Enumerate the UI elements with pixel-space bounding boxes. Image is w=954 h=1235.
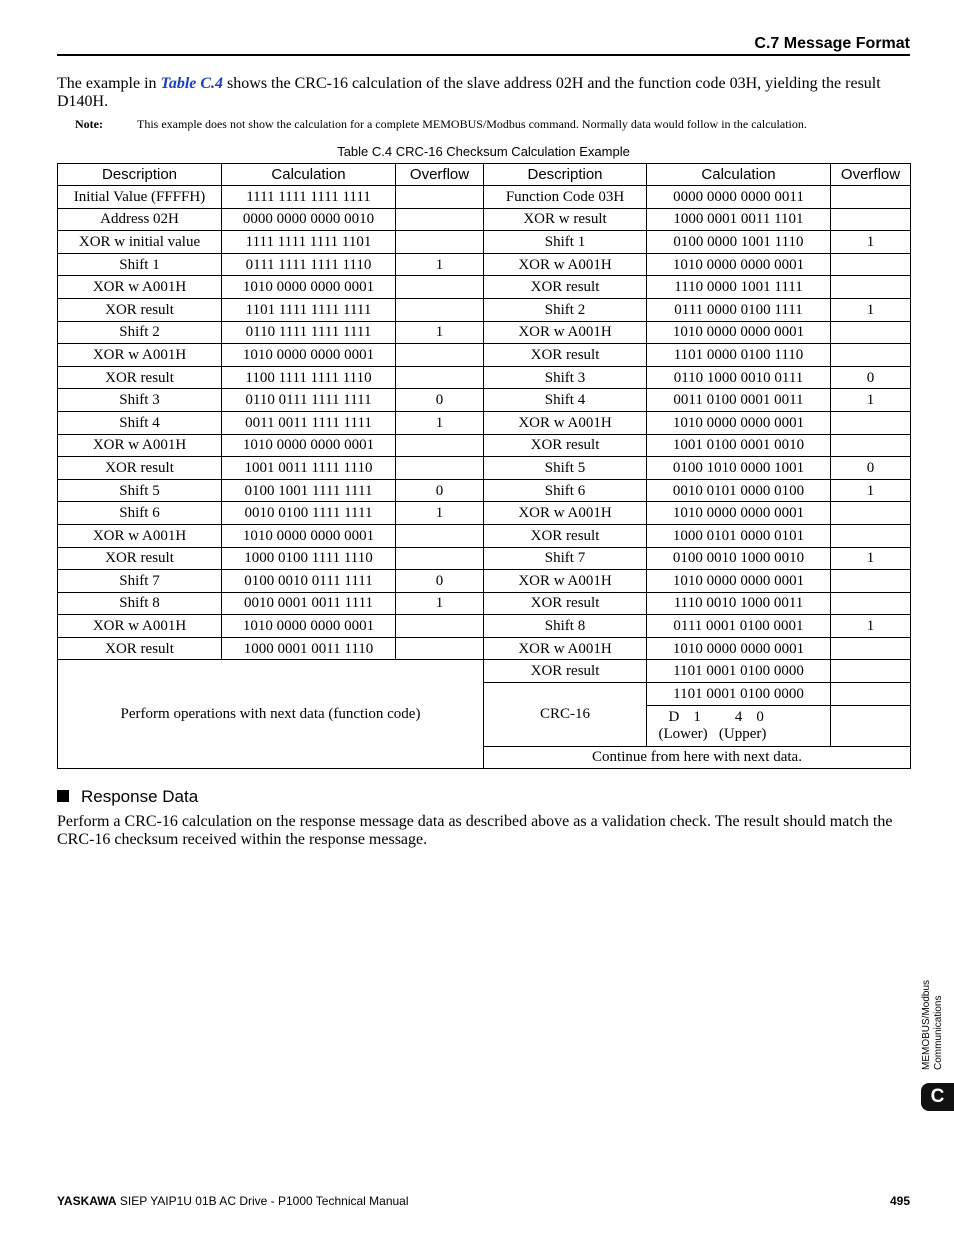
table-cell: Function Code 03H (484, 186, 647, 209)
table-cell (396, 434, 484, 457)
table-cell (396, 344, 484, 367)
table-cell: 1010 0000 0000 0001 (647, 637, 831, 660)
col-header: Description (58, 164, 222, 186)
table-cell: Shift 3 (484, 366, 647, 389)
table-row (58, 592, 911, 615)
table-cell: XOR w result (484, 208, 647, 231)
table-cell: XOR w A001H (58, 276, 222, 299)
table-cell: 1001 0011 1111 1110 (222, 457, 396, 480)
table-cell: 1010 0000 0000 0001 (222, 524, 396, 547)
table-row (58, 253, 911, 276)
table-cell: 1101 1111 1111 1111 (222, 298, 396, 321)
table-cell: XOR w A001H (58, 524, 222, 547)
table-cell: Address 02H (58, 208, 222, 231)
table-cell: 1 (396, 502, 484, 525)
crc16-label: CRC-16 (484, 683, 647, 747)
table-cell (396, 298, 484, 321)
table-cell (831, 321, 911, 344)
table-cell: 0000 0000 0000 0010 (222, 208, 396, 231)
table-row (58, 524, 911, 547)
table-cell: 1 (396, 321, 484, 344)
col-header: Description (484, 164, 647, 186)
table-cell: XOR w A001H (484, 253, 647, 276)
table-row (58, 411, 911, 434)
table-cell (831, 524, 911, 547)
table-cell: XOR w A001H (484, 411, 647, 434)
table-row (58, 344, 911, 367)
crc-lower-label: (Lower) (658, 725, 708, 742)
table-cell (831, 344, 911, 367)
table-row (58, 186, 911, 209)
table-cell: XOR result (484, 524, 647, 547)
table-row (58, 637, 911, 660)
crc-digit: 0 (756, 708, 764, 725)
crc-digit: 1 (693, 708, 701, 725)
table-cell (831, 186, 911, 209)
crc-digit: 4 (734, 708, 743, 725)
table-final-rows (58, 660, 911, 769)
table-cell: 1 (831, 547, 911, 570)
table-cell: 0111 0000 0100 1111 (647, 298, 831, 321)
table-cell: 1010 0000 0000 0001 (222, 276, 396, 299)
table-cell: 0000 0000 0000 0011 (647, 186, 831, 209)
table-cell: XOR result (484, 592, 647, 615)
table-cell: 1000 0101 0000 0101 (647, 524, 831, 547)
table-cell: XOR result (58, 457, 222, 480)
table-cell (831, 208, 911, 231)
table-cell (831, 637, 911, 660)
table-cell: Shift 1 (58, 253, 222, 276)
footer-text: SIEP YAIP1U 01B AC Drive - P1000 Technical Manual (116, 1194, 409, 1208)
table-cell: XOR result (484, 276, 647, 299)
table-cell: Shift 5 (484, 457, 647, 480)
table-cell: 1 (396, 411, 484, 434)
table-header-row (58, 164, 911, 186)
table-row (58, 547, 911, 570)
table-cell (831, 660, 911, 683)
table-cell: 1 (396, 253, 484, 276)
table-cell: XOR w initial value (58, 231, 222, 254)
table-cell: XOR w A001H (484, 570, 647, 593)
table-cell (831, 502, 911, 525)
section-heading (57, 787, 198, 807)
table-cell: 0100 1010 0000 1001 (647, 457, 831, 480)
table-cell: 0 (396, 389, 484, 412)
table-cell (396, 208, 484, 231)
intro-paragraph (57, 75, 910, 111)
table-row (58, 660, 911, 683)
table-cell: 1 (396, 592, 484, 615)
table-cell: XOR w A001H (58, 615, 222, 638)
crc-table (57, 163, 911, 769)
table-cell: 0100 0010 1000 0010 (647, 547, 831, 570)
table-cell (831, 683, 911, 706)
section-title: Response Data (81, 787, 199, 806)
table-cell (831, 434, 911, 457)
table-cell: 1 (831, 389, 911, 412)
table-cell: Shift 6 (58, 502, 222, 525)
crc16-result (647, 705, 831, 746)
table-cell (396, 457, 484, 480)
table-cell (396, 366, 484, 389)
table-cell (831, 570, 911, 593)
table-cell: XOR result (484, 434, 647, 457)
table-cell: XOR result (58, 637, 222, 660)
table-cell: Shift 8 (58, 592, 222, 615)
table-cell: 1 (831, 298, 911, 321)
table-row (58, 479, 911, 502)
table-cell: Shift 7 (484, 547, 647, 570)
header-title: C.7 Message Format (754, 35, 910, 52)
side-label-line2: Communications (933, 995, 944, 1070)
table-caption: Table C.4 CRC-16 Checksum Calculation Example (337, 144, 630, 159)
table-row (58, 457, 911, 480)
note (75, 117, 915, 132)
table-cell: XOR w A001H (484, 502, 647, 525)
table-row (58, 570, 911, 593)
table-row (58, 231, 911, 254)
table-cell: Initial Value (FFFFH) (58, 186, 222, 209)
table-cell: 1010 0000 0000 0001 (647, 321, 831, 344)
table-cell: 1010 0000 0000 0001 (647, 253, 831, 276)
table-cell: Shift 5 (58, 479, 222, 502)
table-cell (396, 276, 484, 299)
table-cell: Shift 8 (484, 615, 647, 638)
crc-upper-label: (Upper) (718, 725, 767, 742)
table-cell: 1010 0000 0000 0001 (647, 570, 831, 593)
table-cell: 0011 0100 0001 0011 (647, 389, 831, 412)
table-cell: 0010 0101 0000 0100 (647, 479, 831, 502)
table-cell: XOR w A001H (484, 321, 647, 344)
table-cell: 0100 0010 0111 1111 (222, 570, 396, 593)
table-row (58, 434, 911, 457)
table-cell: XOR w A001H (58, 344, 222, 367)
table-cell: Shift 6 (484, 479, 647, 502)
table-cell: 0 (831, 457, 911, 480)
table-cell: 0 (396, 570, 484, 593)
table-cell: Shift 4 (58, 411, 222, 434)
page-number: 495 (889, 1194, 910, 1208)
table-cell: 1 (831, 615, 911, 638)
side-chapter-label (921, 960, 951, 1070)
continue-note: Continue from here with next data. (484, 746, 911, 769)
table-cell: 1000 0001 0011 1110 (222, 637, 396, 660)
table-cell (831, 592, 911, 615)
footer (57, 1194, 409, 1208)
table-cell: 1010 0000 0000 0001 (647, 502, 831, 525)
table-cell: Shift 7 (58, 570, 222, 593)
intro-after: shows the CRC-16 calculation of the slave address 02H and the function code 03H, yielding the result D140H. (57, 75, 881, 110)
col-header: Calculation (647, 164, 831, 186)
col-header: Overflow (396, 164, 484, 186)
table-cell: 0110 1111 1111 1111 (222, 321, 396, 344)
table-cell: 0111 1111 1111 1110 (222, 253, 396, 276)
chapter-tab[interactable]: C (921, 1083, 954, 1111)
square-bullet-icon (57, 790, 69, 802)
table-cell: XOR result (484, 660, 647, 683)
table-cell: 1001 0100 0001 0010 (647, 434, 831, 457)
table-cell: 0010 0001 0011 1111 (222, 592, 396, 615)
table-row (58, 389, 911, 412)
table-cell: 0100 0000 1001 1110 (647, 231, 831, 254)
table-cell: 1000 0100 1111 1110 (222, 547, 396, 570)
table-body (58, 186, 911, 660)
table-cell: Shift 2 (484, 298, 647, 321)
table-cell: 0010 0100 1111 1111 (222, 502, 396, 525)
table-cell: XOR w A001H (484, 637, 647, 660)
table-row (58, 208, 911, 231)
table-cell: 1010 0000 0000 0001 (647, 411, 831, 434)
table-cell (396, 615, 484, 638)
table-cell: 1 (831, 231, 911, 254)
table-cell (396, 231, 484, 254)
table-cell: XOR result (58, 547, 222, 570)
crc-digit: D (668, 708, 680, 725)
table-cell: 1100 1111 1111 1110 (222, 366, 396, 389)
table-cell: 1010 0000 0000 0001 (222, 344, 396, 367)
table-cell: 0110 1000 0010 0111 (647, 366, 831, 389)
table-reference-link[interactable]: Table C.4 (160, 75, 224, 92)
table-cell: XOR result (58, 298, 222, 321)
table-cell (831, 411, 911, 434)
intro-before: The example in (57, 75, 161, 92)
table-cell: 1 (831, 479, 911, 502)
table-cell (831, 253, 911, 276)
table-cell (396, 524, 484, 547)
table-cell: 0011 0011 1111 1111 (222, 411, 396, 434)
table-cell: Shift 2 (58, 321, 222, 344)
table-row (58, 502, 911, 525)
table-row (58, 615, 911, 638)
table-cell: 1110 0010 1000 0011 (647, 592, 831, 615)
table-cell: 1101 0001 0100 0000 (647, 683, 831, 706)
table-cell: 0 (396, 479, 484, 502)
table-cell (831, 276, 911, 299)
table-row (58, 321, 911, 344)
table-cell (396, 637, 484, 660)
table-cell: 1010 0000 0000 0001 (222, 615, 396, 638)
footer-brand: YASKAWA (57, 1194, 117, 1208)
table-cell: 1111 1111 1111 1101 (222, 231, 396, 254)
next-data-note: Perform operations with next data (function code) (58, 660, 484, 769)
table-cell: 1010 0000 0000 0001 (222, 434, 396, 457)
table-cell (831, 705, 911, 746)
note-text: This example does not show the calculation for a complete MEMOBUS/Modbus command. Normally data would follow in the calculation. (137, 117, 807, 131)
header-rule (57, 54, 910, 56)
table-row (58, 276, 911, 299)
table-cell: 1110 0000 1001 1111 (647, 276, 831, 299)
table-cell: Shift 3 (58, 389, 222, 412)
table-cell (396, 547, 484, 570)
table-cell: XOR w A001H (58, 434, 222, 457)
col-header: Calculation (222, 164, 396, 186)
table-cell: 1101 0001 0100 0000 (647, 660, 831, 683)
table-cell: 1000 0001 0011 1101 (647, 208, 831, 231)
table-cell: Shift 4 (484, 389, 647, 412)
table-cell: XOR result (484, 344, 647, 367)
table-cell: 1111 1111 1111 1111 (222, 186, 396, 209)
table-cell: XOR result (58, 366, 222, 389)
table-cell: 0 (831, 366, 911, 389)
table-cell: 0100 1001 1111 1111 (222, 479, 396, 502)
table-cell: 0111 0001 0100 0001 (647, 615, 831, 638)
note-label: Note: (75, 117, 103, 131)
table-row (58, 366, 911, 389)
col-header: Overflow (831, 164, 911, 186)
table-cell (396, 186, 484, 209)
side-label-line1: MEMOBUS/Modbus (921, 979, 932, 1070)
response-paragraph: Perform a CRC-16 calculation on the response message data as described above as a validation check. The result should match the CRC-16 checksum received within the response message. (57, 813, 893, 848)
table-row (58, 298, 911, 321)
table-cell: 0110 0111 1111 1111 (222, 389, 396, 412)
table-cell: Shift 1 (484, 231, 647, 254)
table-cell: 1101 0000 0100 1110 (647, 344, 831, 367)
